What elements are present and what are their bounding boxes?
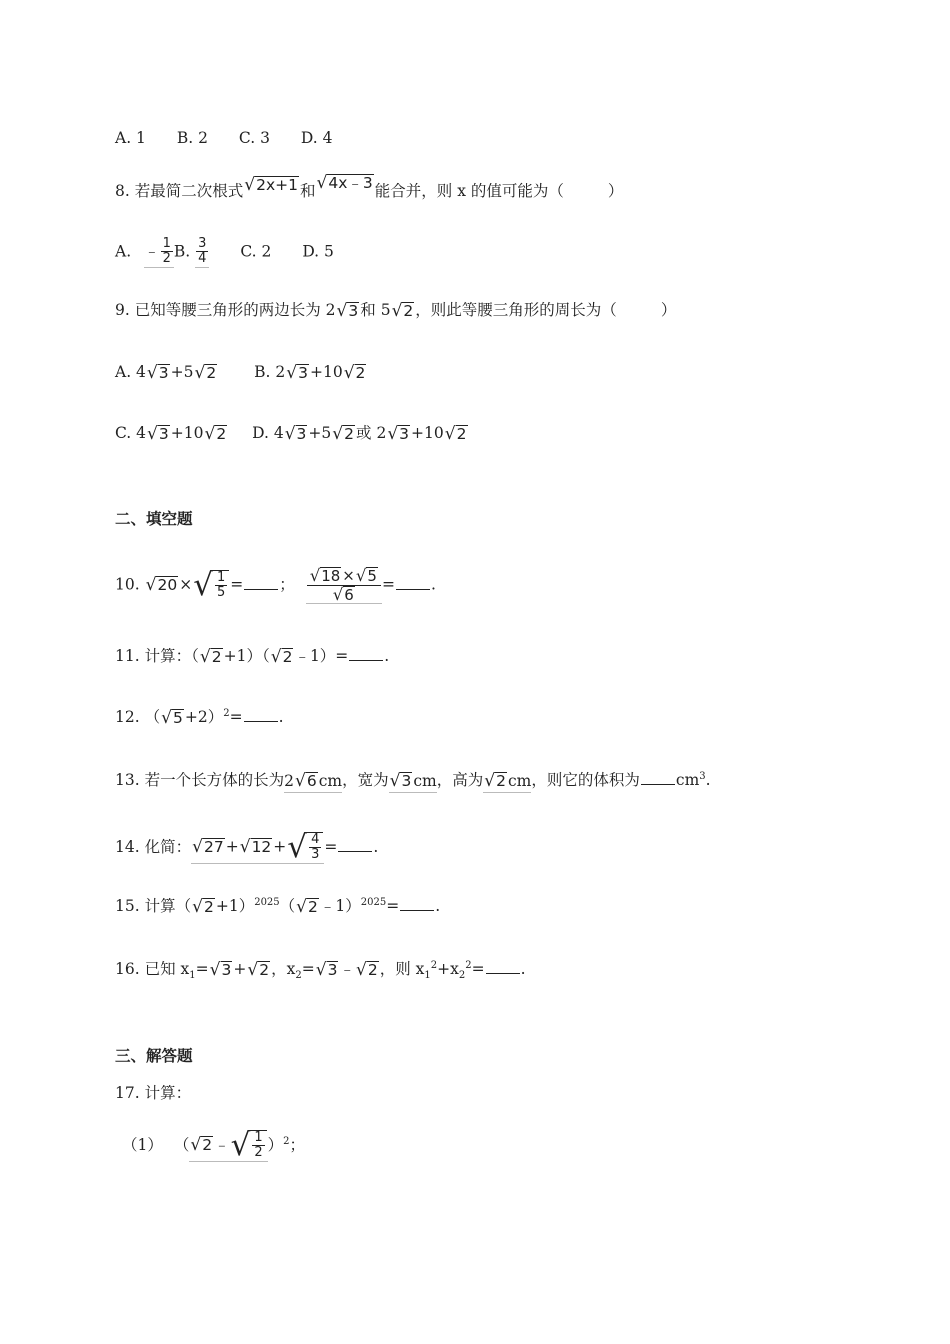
q15-number: 15.	[115, 897, 140, 915]
q8-text-after: 能合并，则 x 的值可能为（	[374, 182, 564, 200]
section-answer-title: 三、解答题	[115, 1046, 193, 1065]
q17-text: 计算：	[144, 1084, 192, 1102]
q9-sqrt-3: √ 3	[336, 300, 359, 321]
q8-option-b-label: B.	[173, 242, 191, 261]
question-10: 10. √ 20 × √ $\frac{1}{5}$ = ； √ 18 × √ 5 √ 6 = .	[115, 566, 436, 604]
question-14: 14. 化简： √ 27 + √ 12 + √ $\frac{4}{3}$ = .	[115, 829, 379, 865]
q9-number: 9.	[115, 301, 130, 319]
q8-close: ）	[607, 182, 624, 200]
q8-text-before: 若最简二次根式	[134, 182, 244, 200]
question-17	[115, 1082, 191, 1104]
q16-number: 16.	[115, 960, 140, 978]
q7-options	[115, 127, 332, 149]
question-8	[115, 174, 623, 202]
q8-option-d: D. 5	[302, 242, 334, 261]
q9-option-c: C. 4 √ 3 +10 √ 2	[115, 423, 227, 444]
q8-radical-1: √ 2x+1	[244, 175, 298, 195]
q17-number: 17.	[115, 1084, 140, 1102]
q13-number: 13.	[115, 771, 140, 789]
q7-option-a: A. 1	[115, 129, 146, 147]
q9-options-ab	[115, 361, 367, 383]
q7-option-c: C. 3	[238, 129, 270, 147]
q8-radical-2: √ 4x﹣3	[316, 173, 373, 193]
q8-option-c: C. 2	[240, 242, 272, 261]
q8-number: 8.	[115, 182, 130, 200]
q11-blank[interactable]	[349, 646, 383, 661]
q9-text-1: 已知等腰三角形的两边长为 2	[134, 301, 336, 319]
q8-option-a-label: A.	[115, 242, 132, 261]
q11-number: 11.	[115, 647, 140, 665]
q14-number: 14.	[115, 838, 140, 856]
q16-blank[interactable]	[486, 959, 520, 974]
q17-part-1-expression: √ 2 ﹣ √ $\frac{1}{2}$	[189, 1130, 267, 1162]
q14-blank[interactable]	[338, 837, 372, 852]
q13-length: 2 √ 6 cm	[284, 771, 343, 792]
q9-text-2: 和 5	[360, 301, 391, 319]
q10-blank-2[interactable]	[396, 575, 430, 590]
q7-option-d: D. 4	[300, 129, 333, 147]
q14-expression: √ 27 + √ 12 + √ $\frac{4}{3}$	[191, 832, 324, 864]
q9-option-b: B. 2 √ 3 +10 √ 2	[254, 362, 366, 383]
q9-options-cd	[115, 422, 469, 444]
q13-height: √ 2 cm	[484, 771, 532, 792]
q12-number: 12.	[115, 708, 140, 726]
q8-option-a-value: ﹣ $\frac{1}{2}$	[144, 237, 174, 268]
q8-option-b-value: $\frac{3}{4}$	[195, 237, 209, 268]
question-9	[115, 299, 676, 321]
section-fill-in-blank-title: 二、填空题	[115, 509, 193, 528]
q12-blank[interactable]	[244, 707, 278, 722]
question-15: 15. 计算（ √ 2 +1）$^{2025}$（ √ 2 ﹣1）$^{2025}$= .	[115, 896, 441, 917]
q9-close: ）	[660, 301, 677, 319]
q10-times: ×	[179, 575, 193, 594]
q9-option-a: A. 4 √ 3 +5 √ 2	[115, 362, 217, 383]
question-16: 16. 已知 $x_1=$ √ 3 + √ 2 ，$x_2=$ √ 3 ﹣ √ 2 ，则 $x_1^2+x_2^2=$ .	[115, 959, 526, 982]
q10-fraction-expression: √ 18 × √ 5 √ 6	[306, 567, 382, 604]
q10-number: 10.	[115, 575, 140, 594]
q13-blank[interactable]	[641, 770, 675, 785]
q15-blank[interactable]	[400, 896, 434, 911]
q9-sqrt-2: √ 2	[391, 300, 414, 321]
q10-sqrt-20: √ 20	[145, 575, 178, 596]
question-12: 12. （ √ 5 +2）$^2$= .	[115, 707, 284, 728]
q10-blank-1[interactable]	[244, 575, 278, 590]
question-13: 13. 若一个长方体的长为2 √ 6 cm，宽为 √ 3 cm，高为 √ 2 cm，则它的体积为 $cm^3$.	[115, 770, 711, 792]
q10-sqrt-fraction: √ $\frac{1}{5}$	[193, 570, 229, 601]
q17-part-1: （1） （ √ 2 ﹣ √ $\frac{1}{2}$ ）$^2$；	[122, 1127, 306, 1163]
q9-option-d: D. 4 √ 3 +5 √ 2 或 2 √ 3 +10 √ 2	[252, 423, 467, 444]
q8-mid: 和	[300, 182, 316, 200]
q13-width: √ 3 cm	[389, 771, 437, 792]
q9-text-3: ，则此等腰三角形的周长为（	[415, 301, 617, 319]
q7-option-b: B. 2	[176, 129, 208, 147]
question-11: 11. 计算：（ √ 2 +1）（ √ 2 ﹣1）= .	[115, 646, 390, 667]
q8-options	[115, 237, 334, 268]
